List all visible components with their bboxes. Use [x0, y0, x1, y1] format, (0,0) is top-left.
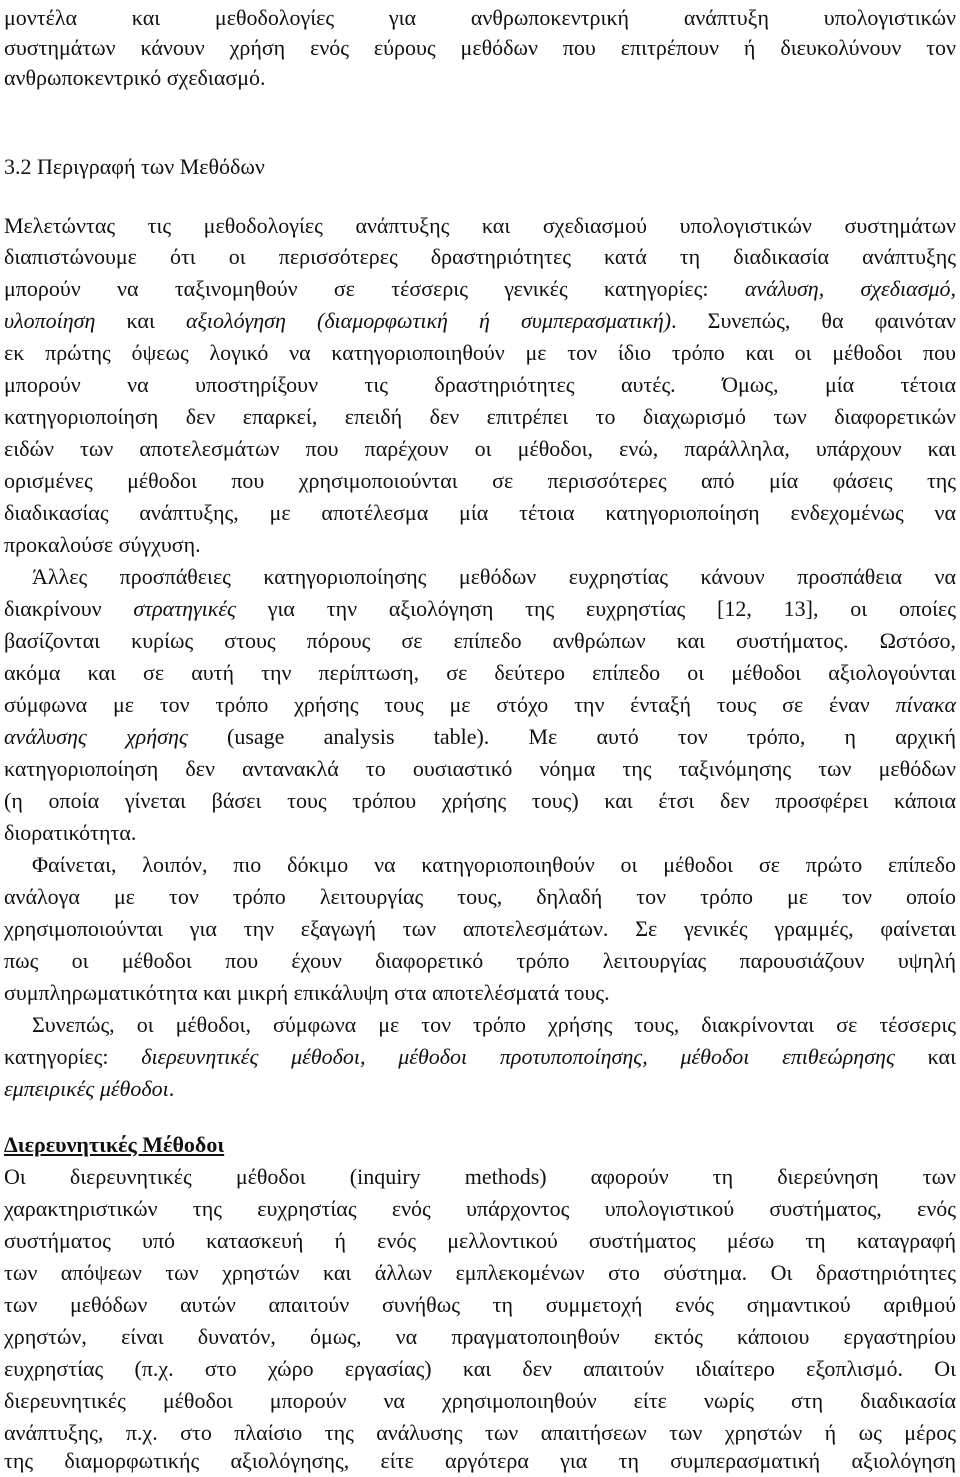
paragraph-line: μπορούν να υποστηρίξουν τις δραστηριότητες αυτές. Όμως, μία τέτοια — [4, 372, 956, 397]
paragraph-line — [4, 722, 956, 752]
paragraph-line: ανάπτυξης, π.χ. στο πλαίσιο της ανάλυσης των απαιτήσεων των χρηστών ή ως μέρος — [4, 1420, 956, 1445]
text-run: και — [95, 308, 186, 333]
paragraph-line: βασίζονται κυρίως στους πόρους σε επίπεδο ανθρώπων και συστήματος. Ωστόσο, — [4, 628, 956, 653]
text-run: κατηγορίες: — [4, 1044, 142, 1069]
text-run: (usage analysis table). Με αυτό τον τρόπο, η αρχική — [187, 724, 956, 749]
paragraph-line: των μεθόδων αυτών απαιτούν συνήθως τη συμμετοχή ενός σημαντικού αριθμού — [4, 1292, 956, 1317]
paragraph-line: χρηστών, είναι δυνατόν, όμως, να πραγματοποιηθούν εκτός κάποιου εργαστηρίου — [4, 1324, 956, 1349]
italic-text: ανάλυση, σχεδιασμό, — [744, 276, 956, 301]
paragraph-line: ευχρηστίας (π.χ. στο χώρο εργασίας) και δεν απαιτούν ιδιαίτερο εξοπλισμό. Οι — [4, 1356, 956, 1381]
italic-text: στρατηγικές — [133, 596, 236, 621]
paragraph-line: κατηγοριοποίηση δεν αντανακλά το ουσιαστικό νόημα της ταξινόμησης των μεθόδων — [4, 756, 956, 781]
italic-text: διερευνητικές μέθοδοι, μέθοδοι προτυποποίησης, μέθοδοι επιθεώρησης — [141, 1044, 895, 1069]
italic-text: εμπειρικές μέθοδοι — [4, 1076, 169, 1101]
intro-line: συστημάτων κάνουν χρήση ενός εύρους μεθόδων που επιτρέπουν ή διευκολύνουν τον — [4, 35, 956, 60]
paragraph-line: ακόμα και σε αυτή την περίπτωση, σε δεύτερο επίπεδο οι μέθοδοι αξιολογούνται — [4, 660, 956, 685]
paragraph-line: (η οποία γίνεται βάσει τους τρόπου χρήσης τους) και έτσι δεν προσφέρει κάποια — [4, 788, 956, 813]
paragraph-line: διορατικότητα. — [4, 820, 137, 845]
paragraph-line: συμπληρωματικότητα και μικρή επικάλυψη στα αποτελέσματά τους. — [4, 980, 610, 1005]
text-run: . Συνεπώς, θα φαινόταν — [671, 308, 956, 333]
paragraph-line: Μελετώντας τις μεθοδολογίες ανάπτυξης και σχεδιασμού υπολογιστικών συστημάτων — [4, 213, 956, 238]
paragraph-line: διαπιστώνουμε ότι οι περισσότερες δραστηριότητες κατά τη διαδικασία ανάπτυξης — [4, 244, 956, 269]
paragraph-line: Φαίνεται, λοιπόν, πιο δόκιμο να κατηγοριοποιηθούν οι μέθοδοι σε πρώτο επίπεδο — [32, 852, 956, 877]
section-heading: 3.2 Περιγραφή των Μεθόδων — [4, 154, 265, 179]
text-run: . — [168, 1076, 175, 1101]
paragraph-line — [4, 1074, 956, 1104]
paragraph-line: της διαμορφωτικής αξιολόγησης, είτε αργότερα για τη συμπερασματική αξιολόγηση — [4, 1448, 956, 1473]
intro-line: ανθρωποκεντρικό σχεδιασμό. — [4, 65, 266, 90]
paragraph-line — [4, 1042, 956, 1072]
italic-text: αξιολόγηση (διαμορφωτική ή συμπερασματική) — [185, 308, 672, 333]
paragraph-line — [4, 690, 956, 720]
text-run: μπορούν να ταξινομηθούν σε τέσσερις γενικές κατηγορίες: — [4, 276, 745, 301]
paragraph-line — [4, 594, 956, 624]
paragraph-line: πως οι μέθοδοι που έχουν διαφορετικό τρόπο λειτουργίας παρουσιάζουν υψηλή — [4, 948, 956, 973]
paragraph-line: χρησιμοποιούνται για την εξαγωγή των αποτελεσμάτων. Σε γενικές γραμμές, φαίνεται — [4, 916, 956, 941]
paragraph-line: Άλλες προσπάθειες κατηγοριοποίησης μεθόδων ευχρηστίας κάνουν προσπάθεια να — [32, 564, 956, 589]
italic-text: ανάλυσης χρήσης — [4, 724, 188, 749]
paragraph-line — [4, 306, 956, 336]
paragraph-line: κατηγοριοποίηση δεν επαρκεί, επειδή δεν επιτρέπει το διαχωρισμό των διαφορετικών — [4, 404, 956, 429]
paragraph-line: των απόψεων των χρηστών και άλλων εμπλεκομένων στο σύστημα. Οι δραστηριότητες — [4, 1260, 956, 1285]
paragraph-line: διερευνητικές μέθοδοι μπορούν να χρησιμοποιηθούν είτε νωρίς στη διαδικασία — [4, 1388, 956, 1413]
text-run: για την αξιολόγηση της ευχρηστίας [12, 13], οι οποίες — [235, 596, 956, 621]
text-run: σύμφωνα με τον τρόπο χρήσης τους με στόχο την ένταξή τους σε έναν — [4, 692, 896, 717]
paragraph-line: ορισμένες μέθοδοι που χρησιμοποιούνται σε περισσότερες από μία φάσεις της — [4, 468, 956, 493]
text-run: διακρίνουν — [4, 596, 134, 621]
paragraph-line: Συνεπώς, οι μέθοδοι, σύμφωνα με τον τρόπο χρήσης τους, διακρίνονται σε τέσσερις — [32, 1012, 956, 1037]
paragraph-line: ανάλογα με τον τρόπο λειτουργίας τους, δηλαδή τον τρόπο με τον οποίο — [4, 884, 956, 909]
paragraph-line: χαρακτηριστικών της ευχρηστίας ενός υπάρχοντος υπολογιστικού συστήματος, ενός — [4, 1196, 956, 1221]
paragraph-line: Οι διερευνητικές μέθοδοι (inquiry methods) αφορούν τη διερεύνηση των — [4, 1164, 956, 1189]
paragraph-line: ειδών των αποτελεσμάτων που παρέχουν οι μέθοδοι, ενώ, παράλληλα, υπάρχουν και — [4, 436, 956, 461]
paragraph-line: συστήματος υπό κατασκευή ή ενός μελλοντικού συστήματος μέσω τη καταγραφή — [4, 1228, 956, 1253]
italic-text: υλοποίηση — [4, 308, 96, 333]
intro-line: μοντέλα και μεθοδολογίες για ανθρωποκεντρική ανάπτυξη υπολογιστικών — [4, 5, 956, 30]
text-run: και — [894, 1044, 956, 1069]
paragraph-line: διαδικασίας ανάπτυξης, με αποτέλεσμα μία τέτοια κατηγοριοποίηση ενδεχομένως να — [4, 500, 956, 525]
paragraph-line: εκ πρώτης όψεως λογικό να κατηγοριοποιηθούν με τον ίδιο τρόπο και οι μέθοδοι που — [4, 340, 956, 365]
paragraph-line: προκαλούσε σύγχυση. — [4, 532, 201, 557]
subsection-heading: Διερευνητικές Μέθοδοι — [4, 1132, 225, 1157]
italic-text: πίνακα — [895, 692, 956, 717]
paragraph-line — [4, 274, 956, 304]
